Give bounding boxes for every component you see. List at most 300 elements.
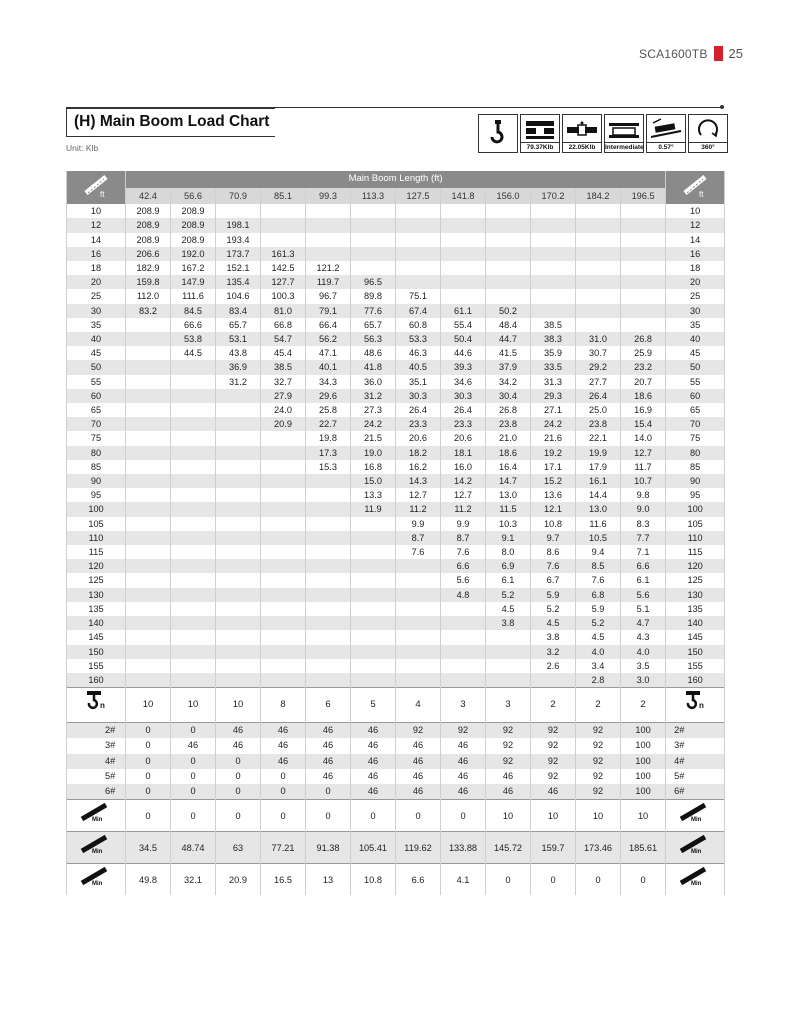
- load-value-cell: [531, 304, 576, 318]
- load-value-cell: 6.7: [531, 573, 576, 587]
- load-value-cell: 31.3: [531, 375, 576, 389]
- load-value-cell: 9.0: [621, 502, 666, 516]
- load-value-cell: 22.7: [306, 417, 351, 431]
- load-value-cell: [306, 659, 351, 673]
- load-value-cell: [126, 616, 171, 630]
- load-value-cell: 6.6: [441, 559, 486, 573]
- load-value-cell: 43.8: [216, 346, 261, 360]
- load-value-cell: 35.1: [396, 375, 441, 389]
- telescoping-cell: 0: [126, 784, 171, 800]
- load-value-cell: [396, 559, 441, 573]
- load-value-cell: [126, 403, 171, 417]
- table-row: [67, 360, 725, 374]
- load-value-cell: 27.9: [261, 389, 306, 403]
- load-value-cell: 112.0: [126, 289, 171, 303]
- radius-cell: 115: [67, 545, 126, 559]
- load-value-cell: 8.6: [531, 545, 576, 559]
- load-value-cell: 111.6: [171, 289, 216, 303]
- radius-cell: 135: [666, 602, 725, 616]
- table-row: [67, 460, 725, 474]
- load-value-cell: [261, 602, 306, 616]
- radius-cell: 90: [666, 474, 725, 488]
- spec-icons: [478, 114, 728, 153]
- model-name: SCA1600TB: [639, 46, 708, 61]
- min-radius-load-row-icon: [67, 864, 126, 896]
- load-value-cell: 65.7: [216, 318, 261, 332]
- load-value-cell: [396, 573, 441, 587]
- telescoping-cell: 46: [441, 754, 486, 769]
- table-row: [67, 375, 725, 389]
- load-value-cell: 7.6: [576, 573, 621, 587]
- load-value-cell: [351, 573, 396, 587]
- load-value-cell: [486, 645, 531, 659]
- telescoping-cell: 92: [531, 769, 576, 784]
- radius-cell: 80: [67, 446, 126, 460]
- load-value-cell: [351, 602, 396, 616]
- load-chart-table: [66, 171, 725, 895]
- telescoping-cell: 46: [306, 769, 351, 784]
- load-value-cell: 27.7: [576, 375, 621, 389]
- load-value-cell: 19.9: [576, 446, 621, 460]
- load-value-cell: 23.3: [396, 417, 441, 431]
- load-value-cell: [126, 375, 171, 389]
- telescoping-cell: 100: [621, 784, 666, 800]
- radius-cell: 140: [666, 616, 725, 630]
- load-value-cell: [486, 289, 531, 303]
- load-value-cell: 96.5: [351, 275, 396, 289]
- load-value-cell: [171, 446, 216, 460]
- load-value-cell: 161.3: [261, 247, 306, 261]
- track-extension-caption: Intermediate: [605, 144, 644, 151]
- load-value-cell: 7.6: [531, 559, 576, 573]
- radius-cell: 18: [67, 261, 126, 275]
- section-label: 4#: [67, 754, 126, 769]
- parts-cell: 3: [441, 688, 486, 723]
- load-value-cell: [126, 474, 171, 488]
- load-value-cell: [396, 645, 441, 659]
- load-value-cell: 17.9: [576, 460, 621, 474]
- load-value-cell: [351, 659, 396, 673]
- load-value-cell: [621, 233, 666, 247]
- load-value-cell: 208.9: [126, 204, 171, 218]
- load-value-cell: [126, 517, 171, 531]
- load-value-cell: [171, 517, 216, 531]
- radius-cell: 70: [666, 417, 725, 431]
- load-value-cell: 19.0: [351, 446, 396, 460]
- min-radius-load-row-icon: [666, 864, 725, 896]
- slew-range-caption: 360°: [689, 142, 727, 152]
- ground-slope-icon: [646, 114, 686, 153]
- load-value-cell: [171, 360, 216, 374]
- load-value-cell: [351, 261, 396, 275]
- load-value-cell: 9.7: [531, 531, 576, 545]
- load-value-cell: [171, 488, 216, 502]
- load-value-cell: 5.1: [621, 602, 666, 616]
- load-value-cell: 9.9: [396, 517, 441, 531]
- load-value-cell: [306, 573, 351, 587]
- load-value-cell: [126, 460, 171, 474]
- radius-cell: 60: [666, 389, 725, 403]
- min-angle-row: [67, 800, 725, 832]
- parts-cell: 10: [126, 688, 171, 723]
- load-value-cell: [171, 417, 216, 431]
- parts-cell: 4: [396, 688, 441, 723]
- load-value-cell: [441, 204, 486, 218]
- radius-cell: 20: [67, 275, 126, 289]
- radius-cell: 35: [666, 318, 725, 332]
- load-value-cell: 10.5: [576, 531, 621, 545]
- load-value-cell: 84.5: [171, 304, 216, 318]
- load-value-cell: [576, 247, 621, 261]
- radius-cell: 150: [67, 645, 126, 659]
- radius-cell: 130: [666, 588, 725, 602]
- load-value-cell: 198.1: [216, 218, 261, 232]
- load-value-cell: [171, 630, 216, 644]
- telescoping-cell: 100: [621, 723, 666, 739]
- load-value-cell: 38.3: [531, 332, 576, 346]
- page-title: (H) Main Boom Load Chart: [74, 113, 270, 130]
- radius-cell: 140: [67, 616, 126, 630]
- min-angle-row-icon: [666, 800, 725, 832]
- table-row: [67, 602, 725, 616]
- load-value-cell: 3.2: [531, 645, 576, 659]
- section-label: 6#: [67, 784, 126, 800]
- min-radius-row-icon: [67, 832, 126, 864]
- load-value-cell: 142.5: [261, 261, 306, 275]
- load-value-cell: 182.9: [126, 261, 171, 275]
- load-value-cell: [351, 233, 396, 247]
- boom-radius-icon: [675, 171, 715, 199]
- load-value-cell: 18.2: [396, 446, 441, 460]
- load-value-cell: [171, 659, 216, 673]
- telescoping-cell: 0: [216, 784, 261, 800]
- load-value-cell: 192.0: [171, 247, 216, 261]
- load-value-cell: [396, 659, 441, 673]
- radius-cell: 120: [67, 559, 126, 573]
- load-value-cell: 23.8: [486, 417, 531, 431]
- telescoping-cell: 100: [621, 769, 666, 784]
- telescoping-cell: 46: [351, 754, 396, 769]
- load-value-cell: 6.9: [486, 559, 531, 573]
- load-value-cell: [171, 502, 216, 516]
- load-value-cell: 119.7: [306, 275, 351, 289]
- load-value-cell: [261, 488, 306, 502]
- boom-length-cell: 141.8: [441, 188, 486, 205]
- load-value-cell: [261, 616, 306, 630]
- title-box: [66, 108, 275, 137]
- telescoping-row: [67, 754, 725, 769]
- load-value-cell: 15.3: [306, 460, 351, 474]
- load-value-cell: [306, 204, 351, 218]
- load-value-cell: [126, 559, 171, 573]
- load-value-cell: [216, 204, 261, 218]
- boom-length-cell: 170.2: [531, 188, 576, 205]
- load-value-cell: [441, 289, 486, 303]
- page-number: 25: [728, 46, 743, 61]
- section-label: 5#: [666, 769, 725, 784]
- radius-cell: 130: [67, 588, 126, 602]
- track-extension-icon: [604, 114, 644, 153]
- radius-cell: 145: [67, 630, 126, 644]
- telescoping-cell: 46: [486, 769, 531, 784]
- load-value-cell: 121.2: [306, 261, 351, 275]
- load-value-cell: 12.1: [531, 502, 576, 516]
- load-value-cell: 10.8: [531, 517, 576, 531]
- load-value-cell: 53.3: [396, 332, 441, 346]
- table-row: [67, 247, 725, 261]
- load-value-cell: 16.2: [396, 460, 441, 474]
- load-value-cell: [621, 318, 666, 332]
- telescoping-cell: 46: [261, 754, 306, 769]
- table-row: [67, 261, 725, 275]
- load-value-cell: [216, 630, 261, 644]
- load-value-cell: 31.0: [576, 332, 621, 346]
- min-angle-row-cell: 10: [486, 800, 531, 832]
- load-value-cell: 29.2: [576, 360, 621, 374]
- load-value-cell: 15.0: [351, 474, 396, 488]
- load-value-cell: 159.8: [126, 275, 171, 289]
- load-value-cell: [126, 645, 171, 659]
- load-value-cell: [126, 659, 171, 673]
- load-value-cell: 54.7: [261, 332, 306, 346]
- telescoping-cell: 46: [531, 784, 576, 800]
- load-value-cell: [441, 218, 486, 232]
- min-radius-load-row-cell: 49.8: [126, 864, 171, 896]
- load-value-cell: [531, 289, 576, 303]
- load-value-cell: 193.4: [216, 233, 261, 247]
- load-value-cell: 5.6: [621, 588, 666, 602]
- load-value-cell: 208.9: [126, 218, 171, 232]
- load-value-cell: 32.7: [261, 375, 306, 389]
- radius-cell: 45: [67, 346, 126, 360]
- load-value-cell: [171, 375, 216, 389]
- load-value-cell: 23.8: [576, 417, 621, 431]
- load-value-cell: [396, 261, 441, 275]
- load-value-cell: 173.7: [216, 247, 261, 261]
- telescoping-cell: 46: [396, 754, 441, 769]
- load-value-cell: 26.8: [486, 403, 531, 417]
- min-angle-row-cell: 0: [396, 800, 441, 832]
- radius-cell: 95: [67, 488, 126, 502]
- load-value-cell: 56.3: [351, 332, 396, 346]
- load-value-cell: [306, 502, 351, 516]
- load-value-cell: [486, 261, 531, 275]
- load-value-cell: [126, 531, 171, 545]
- table-row: [67, 218, 725, 232]
- min-radius-load-row-cell: 6.6: [396, 864, 441, 896]
- load-value-cell: 77.6: [351, 304, 396, 318]
- load-value-cell: [306, 247, 351, 261]
- load-value-cell: [441, 602, 486, 616]
- radius-cell: 125: [67, 573, 126, 587]
- min-radius-load-row-cell: 0: [486, 864, 531, 896]
- load-value-cell: [441, 645, 486, 659]
- load-value-cell: 50.2: [486, 304, 531, 318]
- load-value-cell: [621, 289, 666, 303]
- telescoping-cell: 0: [306, 784, 351, 800]
- load-value-cell: 11.6: [576, 517, 621, 531]
- min-radius-row-cell: 185.61: [621, 832, 666, 864]
- load-value-cell: 8.5: [576, 559, 621, 573]
- min-radius-load-row-cell: 16.5: [261, 864, 306, 896]
- radius-header-left: [67, 171, 126, 204]
- load-value-cell: [306, 630, 351, 644]
- load-value-cell: [351, 616, 396, 630]
- telescoping-cell: 46: [351, 738, 396, 753]
- telescoping-cell: 46: [441, 738, 486, 753]
- load-value-cell: 30.4: [486, 389, 531, 403]
- table-row: [67, 403, 725, 417]
- load-value-cell: [621, 261, 666, 275]
- load-value-cell: 14.4: [576, 488, 621, 502]
- telescoping-row: [67, 784, 725, 800]
- load-value-cell: [216, 602, 261, 616]
- min-radius-row-cell: 77.21: [261, 832, 306, 864]
- load-value-cell: 4.5: [486, 602, 531, 616]
- table-row: [67, 673, 725, 688]
- load-value-cell: [351, 645, 396, 659]
- parts-n-label: n: [100, 701, 105, 711]
- load-value-cell: [171, 645, 216, 659]
- radius-cell: 65: [666, 403, 725, 417]
- boom-length-cell: 99.3: [306, 188, 351, 205]
- telescoping-cell: 0: [126, 723, 171, 739]
- radius-cell: 100: [67, 502, 126, 516]
- load-value-cell: [351, 204, 396, 218]
- telescoping-cell: 46: [351, 769, 396, 784]
- load-value-cell: [261, 431, 306, 445]
- load-value-cell: [531, 247, 576, 261]
- load-value-cell: [351, 559, 396, 573]
- radius-cell: 110: [67, 531, 126, 545]
- telescoping-cell: 92: [576, 784, 621, 800]
- telescoping-cell: 46: [306, 738, 351, 753]
- load-value-cell: [351, 545, 396, 559]
- load-value-cell: [306, 517, 351, 531]
- section-label: 4#: [666, 754, 725, 769]
- telescoping-cell: 92: [576, 754, 621, 769]
- boom-length-cell: 196.5: [621, 188, 666, 205]
- load-value-cell: [261, 233, 306, 247]
- table-row: [67, 474, 725, 488]
- title-rule-dot: [720, 105, 724, 109]
- load-value-cell: [396, 218, 441, 232]
- load-value-cell: [216, 588, 261, 602]
- min-radius-row-icon: [666, 832, 725, 864]
- load-value-cell: 22.1: [576, 431, 621, 445]
- load-value-cell: 34.2: [486, 375, 531, 389]
- table-row: [67, 545, 725, 559]
- parts-of-line-row: [67, 688, 725, 723]
- telescoping-cell: 0: [126, 738, 171, 753]
- radius-cell: 25: [67, 289, 126, 303]
- load-value-cell: 75.1: [396, 289, 441, 303]
- load-value-cell: 11.2: [396, 502, 441, 516]
- load-value-cell: [171, 460, 216, 474]
- load-value-cell: 34.6: [441, 375, 486, 389]
- load-value-cell: 39.3: [441, 360, 486, 374]
- load-value-cell: [531, 233, 576, 247]
- load-value-cell: [126, 346, 171, 360]
- load-value-cell: [261, 446, 306, 460]
- section-label: 2#: [67, 723, 126, 739]
- load-value-cell: 12.7: [441, 488, 486, 502]
- load-value-cell: 5.2: [486, 588, 531, 602]
- radius-cell: 95: [666, 488, 725, 502]
- load-value-cell: 4.7: [621, 616, 666, 630]
- section-label: 5#: [67, 769, 126, 784]
- telescoping-cell: 46: [441, 784, 486, 800]
- load-value-cell: [261, 559, 306, 573]
- load-value-cell: 20.6: [441, 431, 486, 445]
- telescoping-cell: 46: [261, 738, 306, 753]
- carbody-weight-caption: 22.05Klb: [563, 142, 601, 152]
- load-value-cell: 26.4: [441, 403, 486, 417]
- load-value-cell: 11.7: [621, 460, 666, 474]
- load-value-cell: 29.3: [531, 389, 576, 403]
- min-angle-row-cell: 10: [576, 800, 621, 832]
- load-value-cell: [261, 474, 306, 488]
- load-value-cell: 5.9: [576, 602, 621, 616]
- load-value-cell: [576, 275, 621, 289]
- radius-cell: 115: [666, 545, 725, 559]
- load-value-cell: [216, 474, 261, 488]
- radius-cell: 10: [67, 204, 126, 218]
- load-value-cell: [216, 673, 261, 688]
- load-value-cell: 83.4: [216, 304, 261, 318]
- telescoping-cell: 46: [216, 723, 261, 739]
- load-value-cell: 14.2: [441, 474, 486, 488]
- load-value-cell: [216, 517, 261, 531]
- parts-n-label: n: [699, 701, 705, 711]
- load-value-cell: [126, 545, 171, 559]
- telescoping-cell: 100: [621, 754, 666, 769]
- load-value-cell: [261, 545, 306, 559]
- load-value-cell: [171, 403, 216, 417]
- load-value-cell: [396, 630, 441, 644]
- table-row: [67, 616, 725, 630]
- load-value-cell: [126, 673, 171, 688]
- telescoping-cell: 92: [576, 738, 621, 753]
- load-value-cell: 79.1: [306, 304, 351, 318]
- svg-text:Min: Min: [691, 849, 702, 855]
- load-value-cell: [126, 318, 171, 332]
- telescoping-cell: 0: [216, 769, 261, 784]
- load-value-cell: 104.6: [216, 289, 261, 303]
- load-value-cell: 6.8: [576, 588, 621, 602]
- radius-cell: 12: [67, 218, 126, 232]
- table-row: [67, 275, 725, 289]
- min-radius-row-cell: 105.41: [351, 832, 396, 864]
- radius-header-right: [666, 171, 725, 204]
- parts-cell: 10: [171, 688, 216, 723]
- load-value-cell: 8.3: [621, 517, 666, 531]
- load-value-cell: 26.4: [576, 389, 621, 403]
- min-radius-row-cell: 119.62: [396, 832, 441, 864]
- svg-text:Min: Min: [691, 817, 702, 823]
- radius-cell: 40: [666, 332, 725, 346]
- load-value-cell: [486, 218, 531, 232]
- load-value-cell: [126, 602, 171, 616]
- load-value-cell: 147.9: [171, 275, 216, 289]
- load-value-cell: [621, 204, 666, 218]
- load-value-cell: [216, 460, 261, 474]
- telescoping-cell: 46: [441, 769, 486, 784]
- load-value-cell: [306, 474, 351, 488]
- load-value-cell: 48.6: [351, 346, 396, 360]
- load-value-cell: 23.2: [621, 360, 666, 374]
- load-value-cell: [216, 417, 261, 431]
